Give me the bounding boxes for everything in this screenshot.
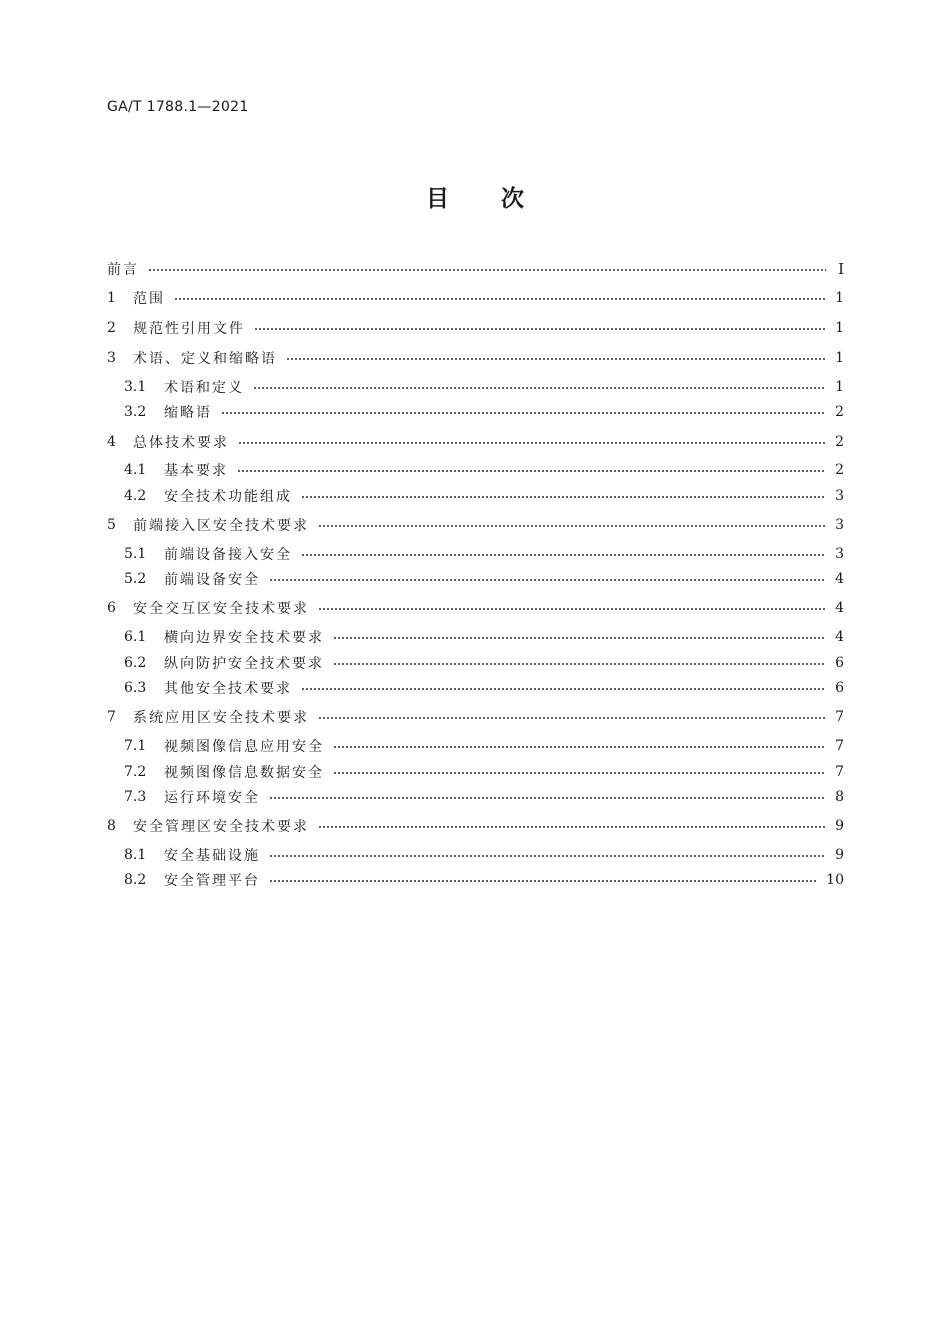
toc-entry-number: 8.2 xyxy=(124,872,147,888)
toc-entry[interactable] xyxy=(107,706,844,728)
toc-entry-page: 3 xyxy=(835,546,844,562)
toc-entry-page: 3 xyxy=(835,488,844,504)
toc-entry-number: 4.2 xyxy=(124,488,147,504)
toc-dot-leader xyxy=(254,328,825,330)
toc-entry-label: 运行环境安全 xyxy=(164,790,260,806)
toc-entry[interactable] xyxy=(107,401,844,423)
toc-dot-leader xyxy=(333,663,825,665)
toc-entry-label: 规范性引用文件 xyxy=(133,321,245,337)
toc-entry[interactable] xyxy=(107,376,844,398)
toc-entry-page: 4 xyxy=(835,571,844,587)
toc-entry-page: 2 xyxy=(835,434,844,450)
toc-entry[interactable] xyxy=(107,761,844,783)
toc-entry-number: 3 xyxy=(107,350,116,366)
toc-entry-number: 3.2 xyxy=(124,404,147,420)
toc-entry-label: 前端接入区安全技术要求 xyxy=(133,518,309,534)
toc-entry-label: 范围 xyxy=(133,291,165,307)
toc-title-char-2: 次 xyxy=(501,186,524,212)
toc-entry[interactable] xyxy=(107,258,844,280)
toc-entry-number: 6 xyxy=(107,600,116,616)
toc-entry-label: 安全基础设施 xyxy=(164,848,260,864)
toc-entry-page: 2 xyxy=(835,462,844,478)
toc-entry[interactable] xyxy=(107,287,844,309)
toc-entry-number: 8 xyxy=(107,818,116,834)
toc-dot-leader xyxy=(148,269,826,271)
toc-entry-page: 7 xyxy=(835,709,844,725)
toc-entry[interactable] xyxy=(107,597,844,619)
toc-entry-page: 10 xyxy=(826,872,844,888)
toc-entry-page: 4 xyxy=(835,629,844,645)
toc-entry[interactable] xyxy=(107,317,844,339)
toc-entry-label: 视频图像信息应用安全 xyxy=(164,739,324,755)
toc-entry-page: 2 xyxy=(835,404,844,420)
toc-entry[interactable] xyxy=(107,543,844,565)
toc-entry-page: 3 xyxy=(835,517,844,533)
toc-entry[interactable] xyxy=(107,568,844,590)
toc-entry-label: 纵向防护安全技术要求 xyxy=(164,656,324,672)
toc-entry-label: 前端设备接入安全 xyxy=(164,547,292,563)
toc-entry-number: 7.2 xyxy=(124,764,147,780)
toc-entry-number: 7.1 xyxy=(124,738,147,754)
toc-entry-label: 前言 xyxy=(107,262,139,278)
toc-entry[interactable] xyxy=(107,485,844,507)
toc-entry-page: 1 xyxy=(835,379,844,395)
toc-entry-label: 缩略语 xyxy=(164,405,212,421)
toc-entry[interactable] xyxy=(107,844,844,866)
toc-dot-leader xyxy=(286,358,825,360)
toc-entry-number: 6.2 xyxy=(124,655,147,671)
toc-dot-leader xyxy=(269,579,825,581)
toc-dot-leader xyxy=(301,688,825,690)
toc-entry-page: 1 xyxy=(835,290,844,306)
toc-entry-label: 视频图像信息数据安全 xyxy=(164,765,324,781)
toc-dot-leader xyxy=(174,298,825,300)
toc-dot-leader xyxy=(269,855,825,857)
toc-entry-number: 2 xyxy=(107,320,116,336)
toc-entry-number: 5.1 xyxy=(124,546,147,562)
toc-dot-leader xyxy=(318,608,825,610)
toc-entry[interactable] xyxy=(107,431,844,453)
toc-entry-number: 7.3 xyxy=(124,789,147,805)
toc-dot-leader xyxy=(238,442,825,444)
toc-entry-label: 基本要求 xyxy=(164,463,228,479)
toc-title xyxy=(0,180,950,213)
toc-entry[interactable] xyxy=(107,626,844,648)
toc-entry-label: 安全交互区安全技术要求 xyxy=(133,601,309,617)
toc-entry-number: 3.1 xyxy=(124,379,147,395)
toc-entry-page: 9 xyxy=(835,818,844,834)
toc-dot-leader xyxy=(318,826,825,828)
toc-entry-number: 8.1 xyxy=(124,847,147,863)
toc-entry-page: 6 xyxy=(835,655,844,671)
toc-entry-label: 术语和定义 xyxy=(164,380,244,396)
toc-entry-label: 其他安全技术要求 xyxy=(164,681,292,697)
toc-entry[interactable] xyxy=(107,514,844,536)
toc-entry-page: Ⅰ xyxy=(838,260,844,278)
toc-dot-leader xyxy=(333,637,825,639)
toc-entry-label: 安全技术功能组成 xyxy=(164,489,292,505)
toc-entry-label: 横向边界安全技术要求 xyxy=(164,630,324,646)
toc-dot-leader xyxy=(221,412,825,414)
toc-entry-page: 1 xyxy=(835,320,844,336)
toc-entry-label: 系统应用区安全技术要求 xyxy=(133,710,309,726)
toc-dot-leader xyxy=(301,554,825,556)
toc-entry-page: 7 xyxy=(835,764,844,780)
toc-entry[interactable] xyxy=(107,459,844,481)
toc-entry-label: 总体技术要求 xyxy=(133,435,229,451)
toc-dot-leader xyxy=(269,880,816,882)
toc-entry-number: 5 xyxy=(107,517,116,533)
toc-entry[interactable] xyxy=(107,869,844,891)
toc-entry-page: 7 xyxy=(835,738,844,754)
toc-entry-number: 5.2 xyxy=(124,571,147,587)
toc-entry-page: 6 xyxy=(835,680,844,696)
toc-entry-page: 4 xyxy=(835,600,844,616)
toc-dot-leader xyxy=(237,470,825,472)
toc-entry-number: 1 xyxy=(107,290,116,306)
toc-title-char-1: 目 xyxy=(426,186,449,212)
toc-entry-number: 6.1 xyxy=(124,629,147,645)
toc-entry[interactable] xyxy=(107,815,844,837)
toc-entry-number: 6.3 xyxy=(124,680,147,696)
toc-entry-page: 1 xyxy=(835,350,844,366)
toc-dot-leader xyxy=(318,717,825,719)
toc-dot-leader xyxy=(301,496,825,498)
toc-dot-leader xyxy=(333,772,825,774)
toc-entry[interactable] xyxy=(107,347,844,369)
toc-dot-leader xyxy=(333,746,825,748)
toc-dot-leader xyxy=(253,387,825,389)
toc-entry-label: 前端设备安全 xyxy=(164,572,260,588)
toc-entry[interactable] xyxy=(107,677,844,699)
toc-entry-label: 安全管理区安全技术要求 xyxy=(133,819,309,835)
toc-entry[interactable] xyxy=(107,652,844,674)
toc-entry-label: 术语、定义和缩略语 xyxy=(133,351,277,367)
toc-dot-leader xyxy=(318,525,825,527)
document-code: GA/T 1788.1—2021 xyxy=(107,99,249,115)
toc-entry-page: 8 xyxy=(835,789,844,805)
toc-dot-leader xyxy=(269,797,825,799)
toc-entry-number: 7 xyxy=(107,709,116,725)
toc-entry[interactable] xyxy=(107,735,844,757)
toc-entry[interactable] xyxy=(107,786,844,808)
toc-entry-number: 4 xyxy=(107,434,116,450)
toc-entry-number: 4.1 xyxy=(124,462,147,478)
toc-entry-page: 9 xyxy=(835,847,844,863)
toc-entry-label: 安全管理平台 xyxy=(164,873,260,889)
